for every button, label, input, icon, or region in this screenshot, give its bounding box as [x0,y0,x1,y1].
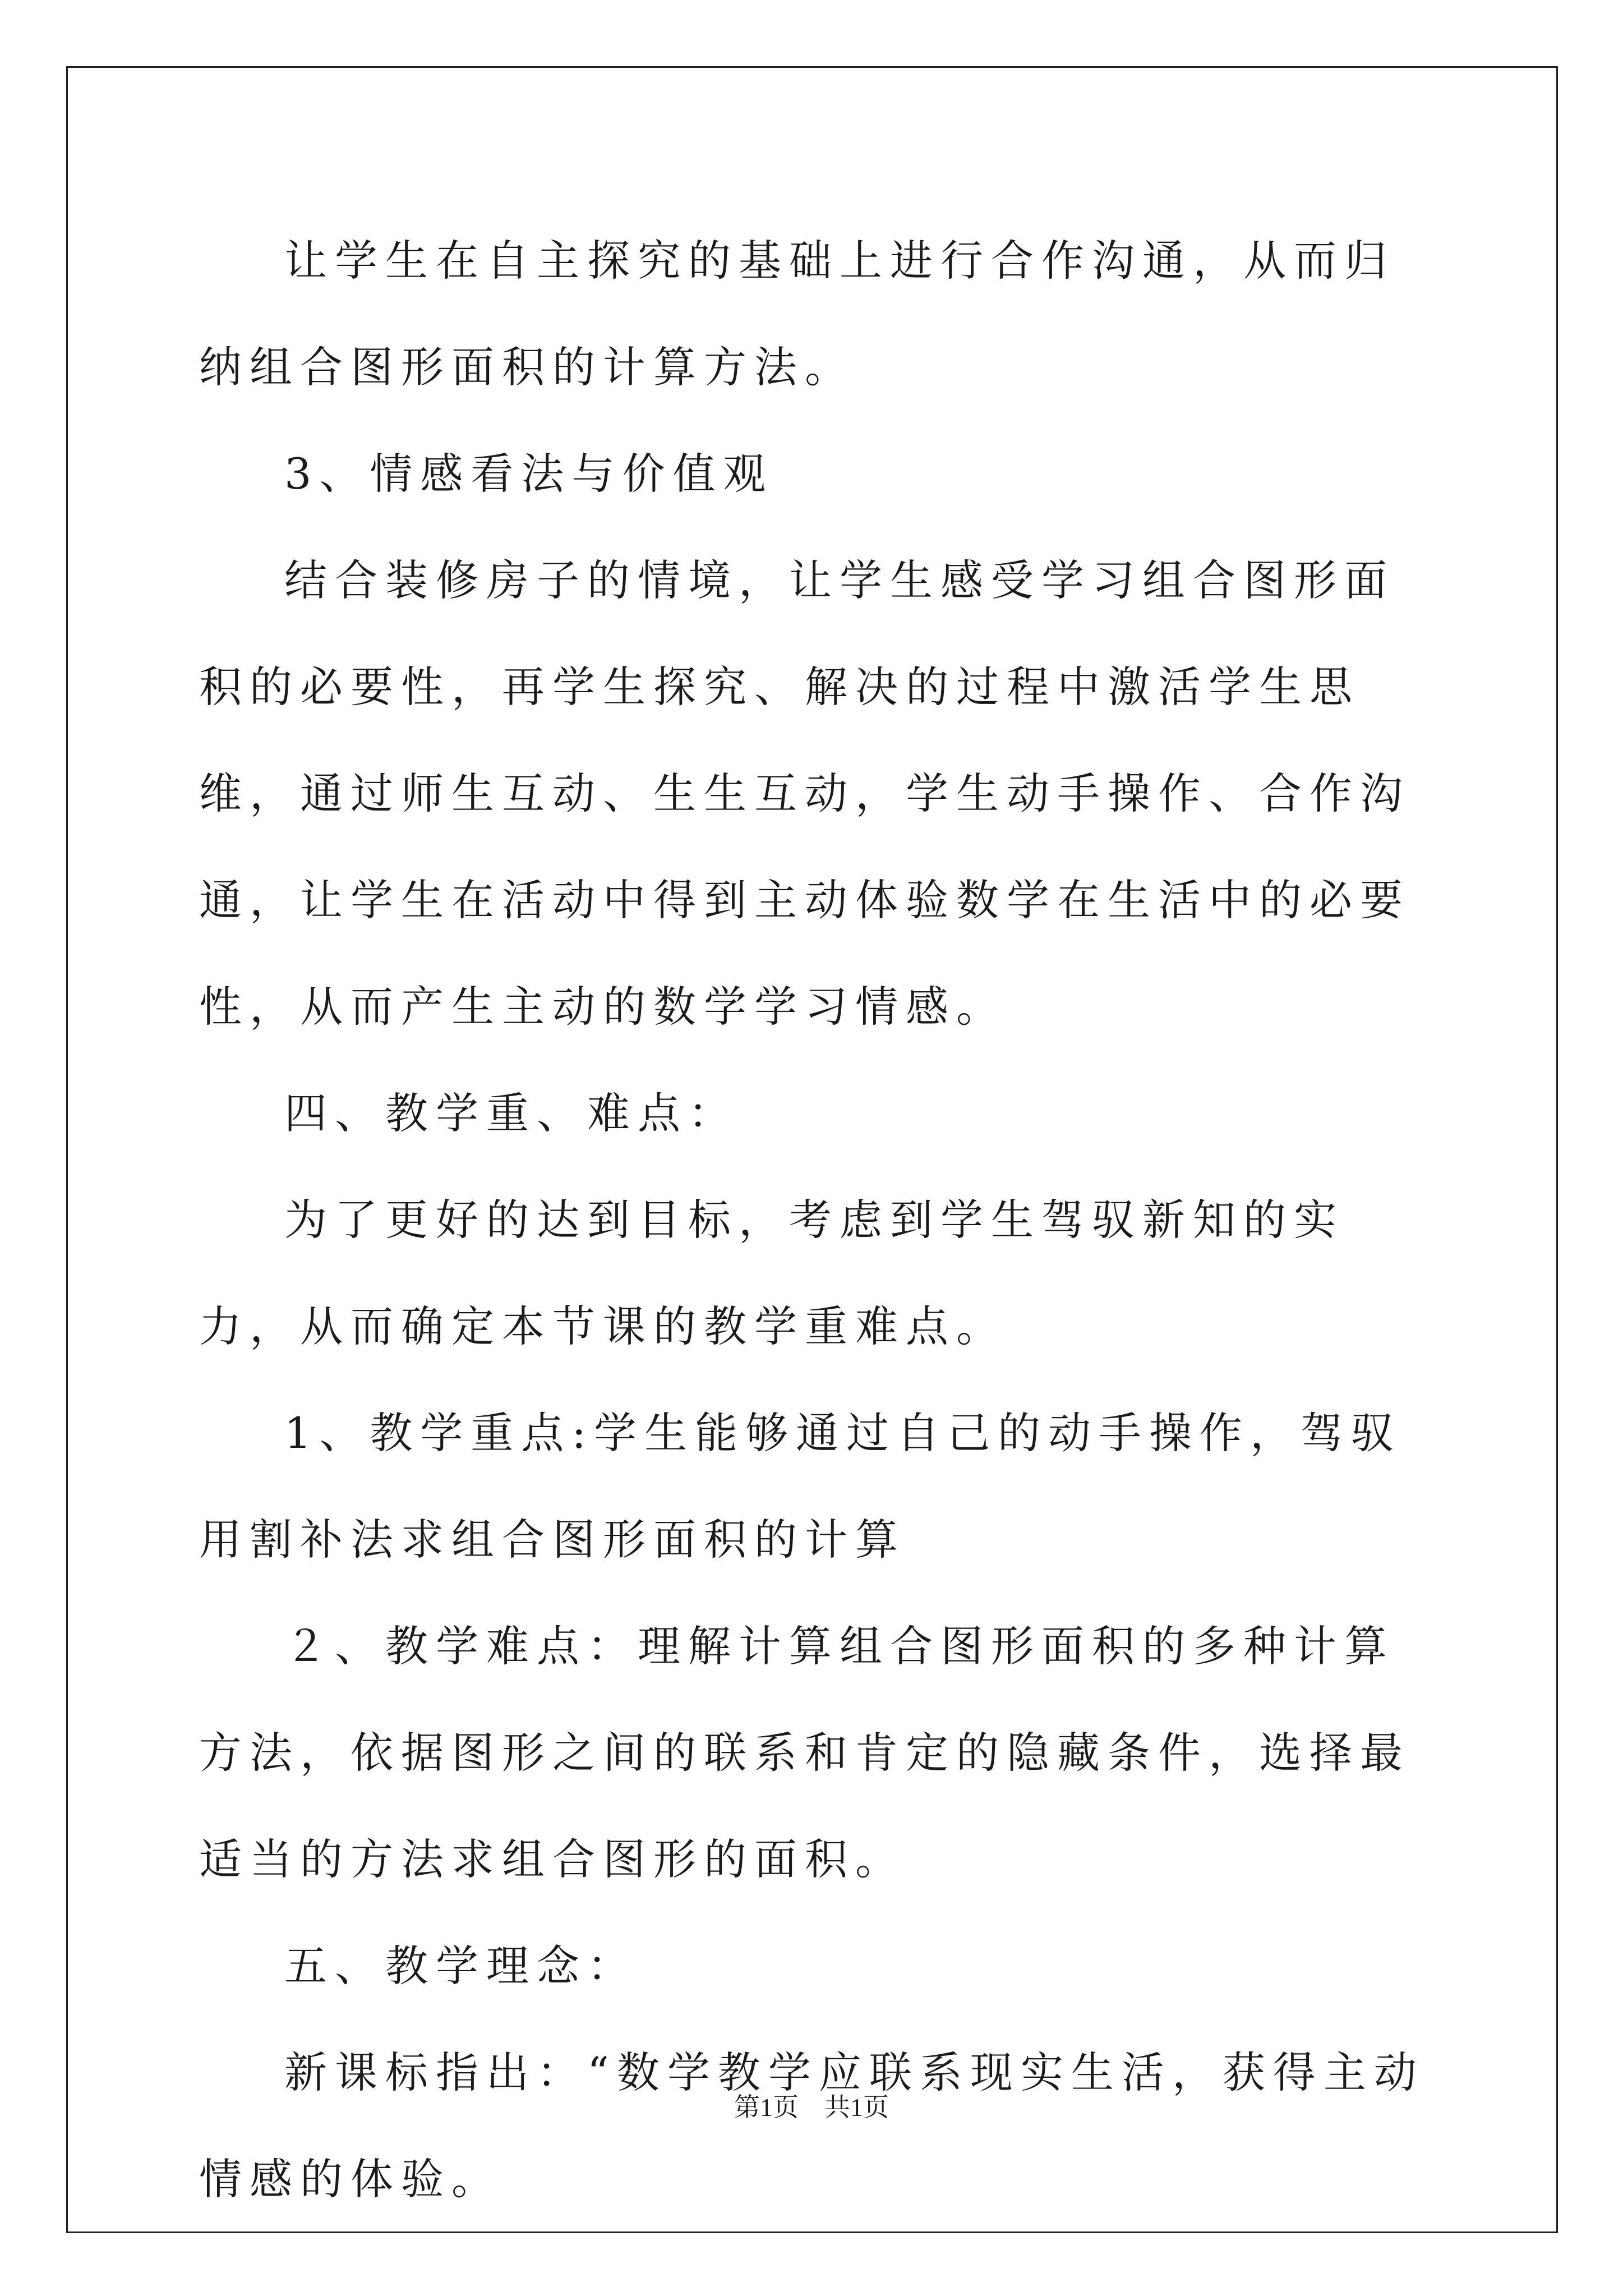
paragraph-3: 结合装修房子的情境，让学生感受学习组合图形面积的必要性，再学生探究、解决的过程中激活学生思维，通过师生互动、生生互动，学生动手操作、合作沟通，让学生在活动中得到主动体验数学在生活中的必要性，从而产生主动的数学学习情感。 [199,555,1410,1032]
paragraph-2-heading: 3、情感看法与价值观 [284,449,774,499]
paragraph-4-heading: 四、教学重、难点： [284,1088,739,1138]
paragraph-8-heading: 五、教学理念： [284,1941,638,1991]
paragraph-7: ２、教学难点：理解计算组合图形面积的多种计算方法，依据图形之间的联系和肯定的隐藏条件，选择最适当的方法求组合图形的面积。 [199,1621,1410,1884]
paragraph-5: 为了更好的达到目标，考虑到学生驾驭新知的实力，从而确定本节课的教学重难点。 [199,1195,1344,1351]
paragraph-1: 让学生在自主探究的基础上进行合作沟通，从而归纳组合图形面积的计算方法。 [199,236,1395,392]
page-footer: 第1页 共1页 [734,2093,889,2122]
paragraph-9: 新课标指出：“数学教学应联系现实生活，获得主动情感的体验。 [199,2047,1424,2204]
paragraph-6: 1、教学重点:学生能够通过自己的动手操作，驾驭用割补法求组合图形面积的计算 [199,1408,1401,1565]
document-body [199,208,1433,2233]
